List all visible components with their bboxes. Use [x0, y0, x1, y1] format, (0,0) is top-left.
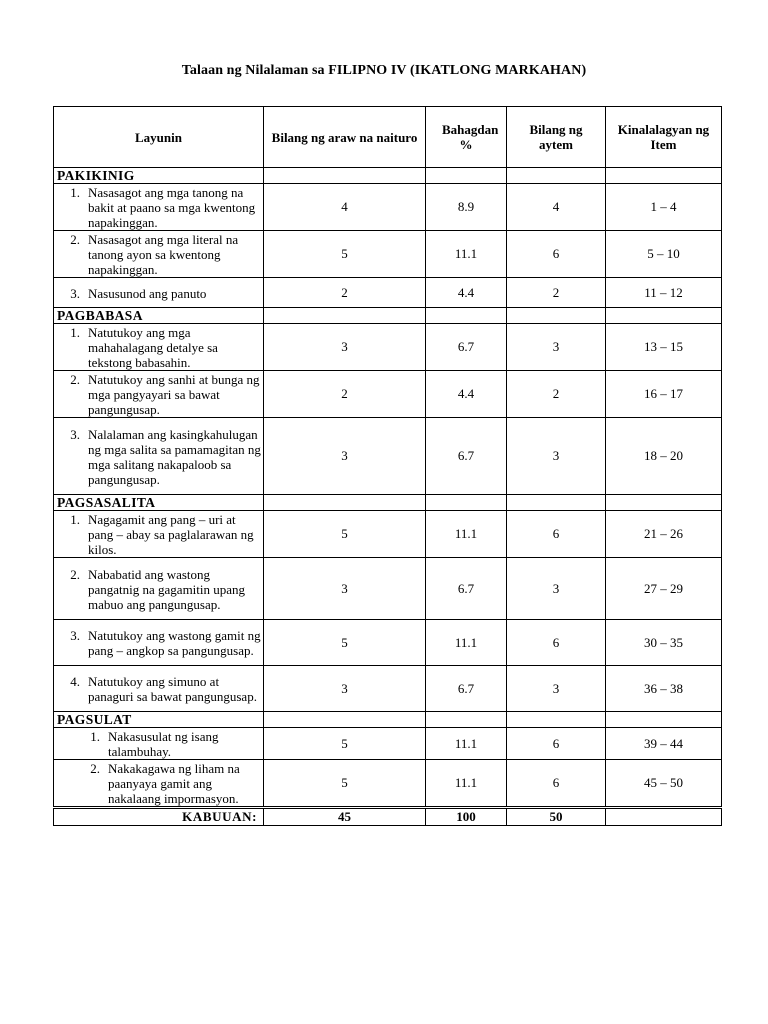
percent-cell: 6.7 — [426, 666, 507, 712]
percent-cell: 4.4 — [426, 371, 507, 418]
percent-cell: 11.1 — [426, 511, 507, 558]
objective-number: 1. — [70, 512, 80, 527]
objective-text: Nababatid ang wastong pangatnig na gagamitin upang mabuo ang pangungusap. — [88, 566, 246, 612]
percent-cell: 11.1 — [426, 760, 507, 808]
objective-wrap — [54, 371, 263, 417]
percent-cell: 11.1 — [426, 231, 507, 278]
section-title: PAKIKINIG — [54, 168, 264, 184]
items-count-cell: 6 — [507, 511, 606, 558]
percent-cell: 6.7 — [426, 558, 507, 620]
items-count-cell: 4 — [507, 184, 606, 231]
objective-number: 3. — [70, 426, 80, 442]
item-location-cell: 27 – 29 — [606, 558, 722, 620]
total-days: 45 — [264, 808, 426, 826]
objective-cell — [54, 760, 264, 808]
objective-text: Nasasagot ang mga literal na tanong ayon sa kwentong napakinggan. — [88, 232, 239, 277]
item-location-cell: 21 – 26 — [606, 511, 722, 558]
objective-cell — [54, 558, 264, 620]
days-cell: 3 — [264, 558, 426, 620]
days-cell: 2 — [264, 278, 426, 308]
empty-cell — [507, 308, 606, 324]
table-row — [54, 418, 722, 495]
header-kinalalagyan: Kinalalagyan ng Item — [606, 107, 722, 168]
objective-number: 3. — [70, 285, 80, 301]
objective-number: 1. — [90, 729, 100, 744]
empty-cell — [426, 308, 507, 324]
objective-cell — [54, 620, 264, 666]
header-bilang-araw: Bilang ng araw na naituro — [264, 107, 426, 168]
days-cell: 3 — [264, 324, 426, 371]
table-row — [54, 511, 722, 558]
objective-wrap — [54, 511, 263, 557]
days-cell: 5 — [264, 728, 426, 760]
objective-text: Natutukoy ang mga mahahalagang detalye sa tekstong babasahin. — [88, 325, 218, 370]
table-row — [54, 760, 722, 808]
total-percent: 100 — [426, 808, 507, 826]
item-location-cell: 39 – 44 — [606, 728, 722, 760]
percent-cell: 11.1 — [426, 620, 507, 666]
empty-cell — [426, 168, 507, 184]
item-location-cell: 30 – 35 — [606, 620, 722, 666]
objective-wrap — [54, 231, 263, 277]
objective-text: Nasusunod ang panuto — [88, 285, 207, 301]
items-count-cell: 6 — [507, 728, 606, 760]
section-title: PAGSULAT — [54, 712, 264, 728]
objective-number: 4. — [70, 674, 80, 689]
total-row — [54, 808, 722, 826]
items-count-cell: 6 — [507, 760, 606, 808]
item-location-cell: 36 – 38 — [606, 666, 722, 712]
item-location-cell: 16 – 17 — [606, 371, 722, 418]
objective-number: 2. — [90, 761, 100, 776]
section-row — [54, 495, 722, 511]
section-title: PAGSASALITA — [54, 495, 264, 511]
table-row — [54, 184, 722, 231]
empty-cell — [606, 495, 722, 511]
header-bilang-aytem: Bilang ng aytem — [507, 107, 606, 168]
empty-cell — [426, 712, 507, 728]
objective-cell — [54, 666, 264, 712]
percent-cell: 6.7 — [426, 324, 507, 371]
header-layunin: Layunin — [54, 107, 264, 168]
item-location-cell: 11 – 12 — [606, 278, 722, 308]
table-header-row — [54, 107, 722, 168]
objective-text: Nakasusulat ng isang talambuhay. — [108, 729, 219, 759]
objective-number: 3. — [70, 628, 80, 643]
table-row — [54, 278, 722, 308]
days-cell: 5 — [264, 231, 426, 278]
table-body — [54, 168, 722, 826]
empty-cell — [426, 495, 507, 511]
empty-cell — [264, 308, 426, 324]
objective-number: 2. — [70, 372, 80, 387]
days-cell: 3 — [264, 666, 426, 712]
objective-cell — [54, 231, 264, 278]
items-count-cell: 3 — [507, 666, 606, 712]
objective-wrap — [54, 426, 263, 487]
objective-cell — [54, 324, 264, 371]
days-cell: 5 — [264, 511, 426, 558]
table-row — [54, 728, 722, 760]
empty-cell — [264, 168, 426, 184]
item-location-cell: 13 – 15 — [606, 324, 722, 371]
table-row — [54, 620, 722, 666]
section-row — [54, 168, 722, 184]
items-count-cell: 3 — [507, 558, 606, 620]
item-location-cell: 18 – 20 — [606, 418, 722, 495]
objective-wrap — [54, 728, 263, 759]
items-count-cell: 6 — [507, 231, 606, 278]
objective-text: Nasasagot ang mga tanong na bakit at paano sa mga kwentong napakinggan. — [88, 185, 256, 230]
objective-cell — [54, 728, 264, 760]
days-cell: 3 — [264, 418, 426, 495]
objective-number: 2. — [70, 232, 80, 247]
objective-text: Nagagamit ang pang – uri at pang – abay sa paglalarawan ng kilos. — [88, 512, 254, 557]
objective-number: 1. — [70, 185, 80, 200]
total-items: 50 — [507, 808, 606, 826]
table-row — [54, 371, 722, 418]
objective-cell — [54, 371, 264, 418]
days-cell: 2 — [264, 371, 426, 418]
objective-text: Nalalaman ang kasingkahulugan ng mga salita sa pamamagitan ng mga salitang nakapaloob sa pangungusap. — [88, 426, 261, 487]
total-label: KABUUAN: — [54, 808, 264, 826]
empty-cell — [606, 308, 722, 324]
item-location-cell: 45 – 50 — [606, 760, 722, 808]
section-title: PAGBABASA — [54, 308, 264, 324]
items-count-cell: 6 — [507, 620, 606, 666]
items-count-cell: 3 — [507, 418, 606, 495]
days-cell: 4 — [264, 184, 426, 231]
percent-cell: 11.1 — [426, 728, 507, 760]
objective-text: Natutukoy ang wastong gamit ng pang – angkop sa pangungusap. — [88, 628, 261, 658]
table-row — [54, 231, 722, 278]
percent-cell: 4.4 — [426, 278, 507, 308]
percent-cell: 8.9 — [426, 184, 507, 231]
total-item-location — [606, 808, 722, 826]
empty-cell — [264, 495, 426, 511]
section-row — [54, 308, 722, 324]
section-row — [54, 712, 722, 728]
objective-text: Natutukoy ang simuno at panaguri sa bawat pangungusap. — [88, 674, 257, 704]
objective-wrap — [54, 760, 263, 806]
item-location-cell: 5 – 10 — [606, 231, 722, 278]
table-row — [54, 666, 722, 712]
objective-cell — [54, 511, 264, 558]
item-location-cell: 1 – 4 — [606, 184, 722, 231]
table-of-contents — [53, 106, 722, 826]
empty-cell — [264, 712, 426, 728]
empty-cell — [507, 168, 606, 184]
percent-cell: 6.7 — [426, 418, 507, 495]
table-row — [54, 324, 722, 371]
days-cell: 5 — [264, 760, 426, 808]
empty-cell — [507, 712, 606, 728]
objective-text: Nakakagawa ng liham na paanyaya gamit ang nakalaang impormasyon. — [108, 761, 240, 806]
objective-cell — [54, 418, 264, 495]
objective-cell — [54, 184, 264, 231]
objective-number: 2. — [70, 566, 80, 582]
header-bahagdan: Bahagdan % — [426, 107, 507, 168]
objective-text: Natutukoy ang sanhi at bunga ng mga pangyayari sa bawat pangungusap. — [88, 372, 260, 417]
items-count-cell: 2 — [507, 278, 606, 308]
table-row — [54, 558, 722, 620]
objective-cell — [54, 278, 264, 308]
objective-number: 1. — [70, 325, 80, 340]
items-count-cell: 2 — [507, 371, 606, 418]
objective-wrap — [54, 627, 263, 658]
objective-wrap — [54, 566, 263, 612]
items-count-cell: 3 — [507, 324, 606, 371]
objective-wrap — [54, 184, 263, 230]
objective-wrap — [54, 673, 263, 704]
objective-wrap — [54, 324, 263, 370]
empty-cell — [507, 495, 606, 511]
document-title: Talaan ng Nilalaman sa FILIPNO IV (IKATLONG MARKAHAN) — [181, 63, 587, 78]
empty-cell — [606, 712, 722, 728]
empty-cell — [606, 168, 722, 184]
objective-wrap — [54, 285, 263, 301]
days-cell: 5 — [264, 620, 426, 666]
